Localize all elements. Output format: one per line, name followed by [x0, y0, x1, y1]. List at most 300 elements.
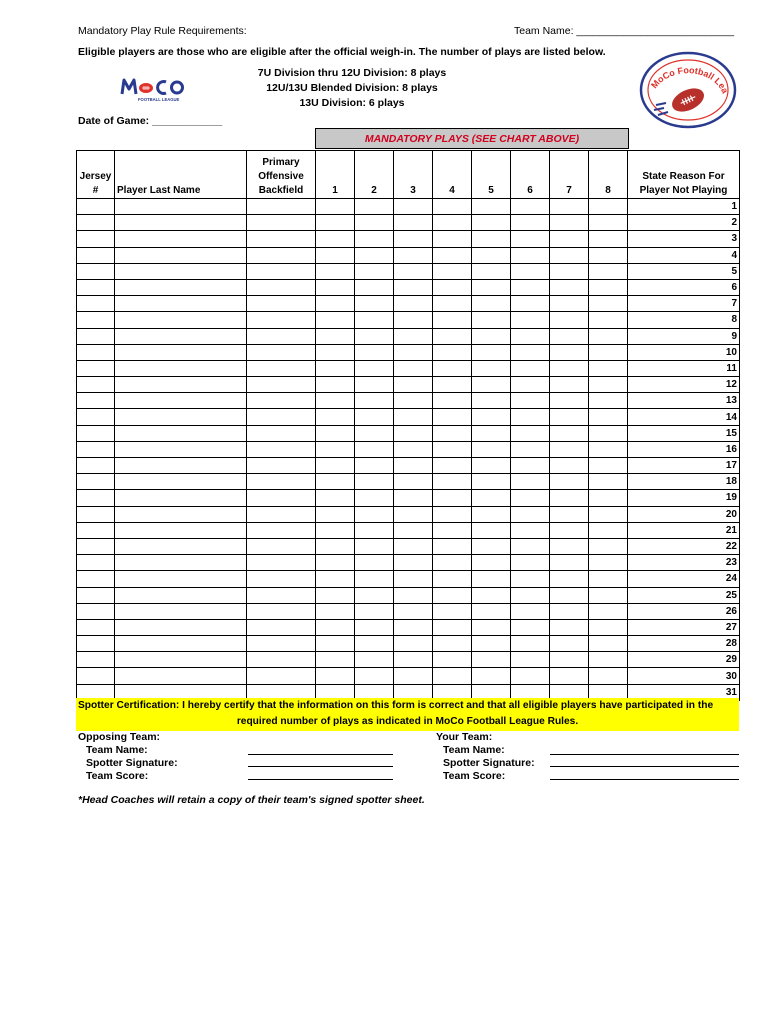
jersey-cell[interactable]	[77, 619, 115, 635]
play-cell[interactable]	[316, 441, 355, 457]
jersey-cell[interactable]	[77, 263, 115, 279]
play-cell[interactable]	[589, 231, 628, 247]
play-cell[interactable]	[472, 538, 511, 554]
play-cell[interactable]	[589, 215, 628, 231]
player-name-cell[interactable]	[115, 409, 247, 425]
play-cell[interactable]	[433, 377, 472, 393]
play-cell[interactable]	[550, 538, 589, 554]
play-cell[interactable]	[511, 571, 550, 587]
play-cell[interactable]	[472, 668, 511, 684]
reason-cell[interactable]: 5	[628, 263, 740, 279]
player-name-cell[interactable]	[115, 393, 247, 409]
play-cell[interactable]	[355, 668, 394, 684]
play-cell[interactable]	[316, 199, 355, 215]
backfield-cell[interactable]	[247, 538, 316, 554]
play-cell[interactable]	[433, 668, 472, 684]
play-cell[interactable]	[433, 555, 472, 571]
player-name-cell[interactable]	[115, 668, 247, 684]
reason-cell[interactable]: 6	[628, 279, 740, 295]
play-cell[interactable]	[472, 247, 511, 263]
backfield-cell[interactable]	[247, 652, 316, 668]
player-name-cell[interactable]	[115, 441, 247, 457]
play-cell[interactable]	[316, 409, 355, 425]
reason-cell[interactable]: 17	[628, 458, 740, 474]
jersey-cell[interactable]	[77, 247, 115, 263]
player-name-cell[interactable]	[115, 312, 247, 328]
play-cell[interactable]	[550, 636, 589, 652]
play-cell[interactable]	[355, 344, 394, 360]
play-cell[interactable]	[316, 247, 355, 263]
play-cell[interactable]	[511, 652, 550, 668]
play-cell[interactable]	[511, 215, 550, 231]
play-cell[interactable]	[511, 231, 550, 247]
play-cell[interactable]	[511, 522, 550, 538]
play-cell[interactable]	[316, 571, 355, 587]
backfield-cell[interactable]	[247, 328, 316, 344]
play-cell[interactable]	[472, 474, 511, 490]
play-cell[interactable]	[550, 571, 589, 587]
play-cell[interactable]	[589, 587, 628, 603]
reason-cell[interactable]: 18	[628, 474, 740, 490]
play-cell[interactable]	[550, 247, 589, 263]
jersey-cell[interactable]	[77, 328, 115, 344]
jersey-cell[interactable]	[77, 506, 115, 522]
player-name-cell[interactable]	[115, 328, 247, 344]
play-cell[interactable]	[550, 506, 589, 522]
play-cell[interactable]	[511, 393, 550, 409]
backfield-cell[interactable]	[247, 360, 316, 376]
play-cell[interactable]	[511, 263, 550, 279]
player-name-cell[interactable]	[115, 538, 247, 554]
jersey-cell[interactable]	[77, 636, 115, 652]
play-cell[interactable]	[589, 296, 628, 312]
play-cell[interactable]	[472, 652, 511, 668]
player-name-cell[interactable]	[115, 231, 247, 247]
your-signature-line[interactable]	[550, 766, 739, 767]
play-cell[interactable]	[511, 538, 550, 554]
play-cell[interactable]	[472, 231, 511, 247]
play-cell[interactable]	[433, 441, 472, 457]
play-cell[interactable]	[472, 425, 511, 441]
jersey-cell[interactable]	[77, 668, 115, 684]
play-cell[interactable]	[355, 215, 394, 231]
play-cell[interactable]	[394, 458, 433, 474]
backfield-cell[interactable]	[247, 441, 316, 457]
play-cell[interactable]	[589, 263, 628, 279]
opposing-team-name-line[interactable]	[248, 754, 393, 755]
opposing-score-line[interactable]	[248, 779, 393, 780]
backfield-cell[interactable]	[247, 636, 316, 652]
play-cell[interactable]	[433, 474, 472, 490]
play-cell[interactable]	[355, 425, 394, 441]
play-cell[interactable]	[355, 603, 394, 619]
play-cell[interactable]	[394, 231, 433, 247]
play-cell[interactable]	[433, 296, 472, 312]
play-cell[interactable]	[472, 441, 511, 457]
play-cell[interactable]	[433, 312, 472, 328]
player-name-cell[interactable]	[115, 360, 247, 376]
play-cell[interactable]	[472, 344, 511, 360]
play-cell[interactable]	[316, 393, 355, 409]
play-cell[interactable]	[433, 619, 472, 635]
jersey-cell[interactable]	[77, 458, 115, 474]
play-cell[interactable]	[433, 425, 472, 441]
backfield-cell[interactable]	[247, 522, 316, 538]
play-cell[interactable]	[355, 360, 394, 376]
backfield-cell[interactable]	[247, 199, 316, 215]
backfield-cell[interactable]	[247, 393, 316, 409]
play-cell[interactable]	[589, 441, 628, 457]
jersey-cell[interactable]	[77, 603, 115, 619]
play-cell[interactable]	[433, 263, 472, 279]
play-cell[interactable]	[511, 458, 550, 474]
play-cell[interactable]	[511, 199, 550, 215]
play-cell[interactable]	[433, 538, 472, 554]
play-cell[interactable]	[355, 458, 394, 474]
play-cell[interactable]	[355, 555, 394, 571]
jersey-cell[interactable]	[77, 199, 115, 215]
reason-cell[interactable]: 28	[628, 636, 740, 652]
play-cell[interactable]	[433, 360, 472, 376]
play-cell[interactable]	[472, 312, 511, 328]
play-cell[interactable]	[433, 506, 472, 522]
play-cell[interactable]	[550, 199, 589, 215]
play-cell[interactable]	[589, 636, 628, 652]
play-cell[interactable]	[550, 474, 589, 490]
play-cell[interactable]	[550, 490, 589, 506]
play-cell[interactable]	[355, 571, 394, 587]
player-name-cell[interactable]	[115, 587, 247, 603]
backfield-cell[interactable]	[247, 231, 316, 247]
play-cell[interactable]	[550, 312, 589, 328]
play-cell[interactable]	[511, 360, 550, 376]
play-cell[interactable]	[511, 425, 550, 441]
jersey-cell[interactable]	[77, 231, 115, 247]
reason-cell[interactable]: 7	[628, 296, 740, 312]
jersey-cell[interactable]	[77, 571, 115, 587]
play-cell[interactable]	[316, 619, 355, 635]
reason-cell[interactable]: 4	[628, 247, 740, 263]
player-name-cell[interactable]	[115, 279, 247, 295]
play-cell[interactable]	[589, 393, 628, 409]
play-cell[interactable]	[355, 441, 394, 457]
play-cell[interactable]	[355, 377, 394, 393]
play-cell[interactable]	[550, 296, 589, 312]
backfield-cell[interactable]	[247, 409, 316, 425]
play-cell[interactable]	[316, 360, 355, 376]
play-cell[interactable]	[511, 636, 550, 652]
play-cell[interactable]	[511, 490, 550, 506]
player-name-cell[interactable]	[115, 571, 247, 587]
play-cell[interactable]	[394, 247, 433, 263]
play-cell[interactable]	[394, 668, 433, 684]
play-cell[interactable]	[394, 409, 433, 425]
backfield-cell[interactable]	[247, 377, 316, 393]
play-cell[interactable]	[394, 360, 433, 376]
play-cell[interactable]	[355, 231, 394, 247]
play-cell[interactable]	[550, 587, 589, 603]
play-cell[interactable]	[316, 555, 355, 571]
play-cell[interactable]	[355, 474, 394, 490]
play-cell[interactable]	[511, 555, 550, 571]
jersey-cell[interactable]	[77, 344, 115, 360]
player-name-cell[interactable]	[115, 215, 247, 231]
play-cell[interactable]	[511, 603, 550, 619]
play-cell[interactable]	[433, 199, 472, 215]
play-cell[interactable]	[394, 393, 433, 409]
player-name-cell[interactable]	[115, 474, 247, 490]
reason-cell[interactable]: 21	[628, 522, 740, 538]
play-cell[interactable]	[355, 652, 394, 668]
play-cell[interactable]	[589, 522, 628, 538]
play-cell[interactable]	[355, 328, 394, 344]
play-cell[interactable]	[355, 263, 394, 279]
backfield-cell[interactable]	[247, 668, 316, 684]
play-cell[interactable]	[433, 522, 472, 538]
play-cell[interactable]	[511, 296, 550, 312]
play-cell[interactable]	[355, 199, 394, 215]
reason-cell[interactable]: 24	[628, 571, 740, 587]
reason-cell[interactable]: 3	[628, 231, 740, 247]
jersey-cell[interactable]	[77, 474, 115, 490]
play-cell[interactable]	[316, 263, 355, 279]
backfield-cell[interactable]	[247, 279, 316, 295]
play-cell[interactable]	[433, 652, 472, 668]
play-cell[interactable]	[550, 377, 589, 393]
play-cell[interactable]	[511, 312, 550, 328]
play-cell[interactable]	[511, 328, 550, 344]
backfield-cell[interactable]	[247, 247, 316, 263]
play-cell[interactable]	[316, 296, 355, 312]
play-cell[interactable]	[550, 215, 589, 231]
player-name-cell[interactable]	[115, 263, 247, 279]
play-cell[interactable]	[589, 571, 628, 587]
play-cell[interactable]	[472, 490, 511, 506]
jersey-cell[interactable]	[77, 409, 115, 425]
play-cell[interactable]	[472, 409, 511, 425]
opposing-signature-line[interactable]	[248, 766, 393, 767]
play-cell[interactable]	[433, 328, 472, 344]
play-cell[interactable]	[511, 344, 550, 360]
play-cell[interactable]	[550, 619, 589, 635]
backfield-cell[interactable]	[247, 344, 316, 360]
backfield-cell[interactable]	[247, 555, 316, 571]
play-cell[interactable]	[394, 522, 433, 538]
play-cell[interactable]	[394, 619, 433, 635]
play-cell[interactable]	[394, 344, 433, 360]
play-cell[interactable]	[316, 522, 355, 538]
play-cell[interactable]	[589, 344, 628, 360]
play-cell[interactable]	[433, 231, 472, 247]
jersey-cell[interactable]	[77, 652, 115, 668]
jersey-cell[interactable]	[77, 393, 115, 409]
reason-cell[interactable]: 16	[628, 441, 740, 457]
play-cell[interactable]	[472, 328, 511, 344]
play-cell[interactable]	[433, 636, 472, 652]
play-cell[interactable]	[550, 441, 589, 457]
player-name-cell[interactable]	[115, 458, 247, 474]
reason-cell[interactable]: 23	[628, 555, 740, 571]
play-cell[interactable]	[316, 279, 355, 295]
player-name-cell[interactable]	[115, 199, 247, 215]
reason-cell[interactable]: 20	[628, 506, 740, 522]
play-cell[interactable]	[472, 263, 511, 279]
play-cell[interactable]	[316, 312, 355, 328]
backfield-cell[interactable]	[247, 215, 316, 231]
play-cell[interactable]	[472, 603, 511, 619]
play-cell[interactable]	[550, 425, 589, 441]
reason-cell[interactable]: 9	[628, 328, 740, 344]
play-cell[interactable]	[472, 555, 511, 571]
play-cell[interactable]	[316, 636, 355, 652]
player-name-cell[interactable]	[115, 636, 247, 652]
play-cell[interactable]	[589, 425, 628, 441]
play-cell[interactable]	[589, 279, 628, 295]
play-cell[interactable]	[472, 619, 511, 635]
play-cell[interactable]	[511, 247, 550, 263]
play-cell[interactable]	[316, 377, 355, 393]
reason-cell[interactable]: 27	[628, 619, 740, 635]
backfield-cell[interactable]	[247, 425, 316, 441]
play-cell[interactable]	[433, 409, 472, 425]
play-cell[interactable]	[316, 344, 355, 360]
play-cell[interactable]	[511, 668, 550, 684]
reason-cell[interactable]: 1	[628, 199, 740, 215]
play-cell[interactable]	[472, 393, 511, 409]
play-cell[interactable]	[589, 247, 628, 263]
play-cell[interactable]	[394, 441, 433, 457]
jersey-cell[interactable]	[77, 587, 115, 603]
reason-cell[interactable]: 15	[628, 425, 740, 441]
play-cell[interactable]	[511, 279, 550, 295]
play-cell[interactable]	[550, 393, 589, 409]
player-name-cell[interactable]	[115, 247, 247, 263]
play-cell[interactable]	[394, 474, 433, 490]
play-cell[interactable]	[394, 312, 433, 328]
player-name-cell[interactable]	[115, 344, 247, 360]
play-cell[interactable]	[316, 538, 355, 554]
play-cell[interactable]	[433, 587, 472, 603]
play-cell[interactable]	[589, 603, 628, 619]
play-cell[interactable]	[589, 360, 628, 376]
play-cell[interactable]	[355, 538, 394, 554]
play-cell[interactable]	[355, 247, 394, 263]
backfield-cell[interactable]	[247, 474, 316, 490]
jersey-cell[interactable]	[77, 377, 115, 393]
play-cell[interactable]	[433, 344, 472, 360]
reason-cell[interactable]: 22	[628, 538, 740, 554]
play-cell[interactable]	[589, 458, 628, 474]
play-cell[interactable]	[550, 668, 589, 684]
play-cell[interactable]	[550, 263, 589, 279]
play-cell[interactable]	[589, 555, 628, 571]
play-cell[interactable]	[433, 247, 472, 263]
play-cell[interactable]	[472, 360, 511, 376]
play-cell[interactable]	[550, 360, 589, 376]
play-cell[interactable]	[355, 312, 394, 328]
play-cell[interactable]	[472, 458, 511, 474]
play-cell[interactable]	[394, 328, 433, 344]
backfield-cell[interactable]	[247, 312, 316, 328]
play-cell[interactable]	[433, 458, 472, 474]
play-cell[interactable]	[394, 587, 433, 603]
play-cell[interactable]	[589, 538, 628, 554]
play-cell[interactable]	[316, 652, 355, 668]
play-cell[interactable]	[316, 215, 355, 231]
player-name-cell[interactable]	[115, 522, 247, 538]
play-cell[interactable]	[316, 231, 355, 247]
jersey-cell[interactable]	[77, 555, 115, 571]
jersey-cell[interactable]	[77, 441, 115, 457]
backfield-cell[interactable]	[247, 263, 316, 279]
play-cell[interactable]	[433, 571, 472, 587]
play-cell[interactable]	[550, 231, 589, 247]
play-cell[interactable]	[394, 555, 433, 571]
play-cell[interactable]	[394, 636, 433, 652]
play-cell[interactable]	[394, 263, 433, 279]
play-cell[interactable]	[472, 571, 511, 587]
play-cell[interactable]	[589, 668, 628, 684]
play-cell[interactable]	[316, 506, 355, 522]
jersey-cell[interactable]	[77, 279, 115, 295]
backfield-cell[interactable]	[247, 619, 316, 635]
play-cell[interactable]	[433, 490, 472, 506]
backfield-cell[interactable]	[247, 296, 316, 312]
play-cell[interactable]	[472, 215, 511, 231]
play-cell[interactable]	[511, 377, 550, 393]
your-score-line[interactable]	[550, 779, 739, 780]
play-cell[interactable]	[550, 328, 589, 344]
play-cell[interactable]	[355, 279, 394, 295]
play-cell[interactable]	[511, 441, 550, 457]
play-cell[interactable]	[355, 296, 394, 312]
reason-cell[interactable]: 25	[628, 587, 740, 603]
play-cell[interactable]	[394, 199, 433, 215]
reason-cell[interactable]: 10	[628, 344, 740, 360]
play-cell[interactable]	[394, 279, 433, 295]
play-cell[interactable]	[316, 668, 355, 684]
play-cell[interactable]	[589, 652, 628, 668]
play-cell[interactable]	[316, 328, 355, 344]
play-cell[interactable]	[316, 603, 355, 619]
play-cell[interactable]	[394, 425, 433, 441]
play-cell[interactable]	[355, 393, 394, 409]
play-cell[interactable]	[433, 393, 472, 409]
reason-cell[interactable]: 30	[628, 668, 740, 684]
play-cell[interactable]	[394, 652, 433, 668]
play-cell[interactable]	[316, 425, 355, 441]
jersey-cell[interactable]	[77, 215, 115, 231]
reason-cell[interactable]: 19	[628, 490, 740, 506]
reason-cell[interactable]: 11	[628, 360, 740, 376]
play-cell[interactable]	[394, 571, 433, 587]
your-team-name-line[interactable]	[550, 754, 739, 755]
reason-cell[interactable]: 13	[628, 393, 740, 409]
play-cell[interactable]	[316, 474, 355, 490]
play-cell[interactable]	[433, 279, 472, 295]
backfield-cell[interactable]	[247, 490, 316, 506]
play-cell[interactable]	[433, 215, 472, 231]
play-cell[interactable]	[355, 636, 394, 652]
play-cell[interactable]	[394, 296, 433, 312]
reason-cell[interactable]: 8	[628, 312, 740, 328]
play-cell[interactable]	[355, 490, 394, 506]
play-cell[interactable]	[472, 377, 511, 393]
play-cell[interactable]	[550, 652, 589, 668]
jersey-cell[interactable]	[77, 490, 115, 506]
reason-cell[interactable]: 2	[628, 215, 740, 231]
play-cell[interactable]	[472, 296, 511, 312]
